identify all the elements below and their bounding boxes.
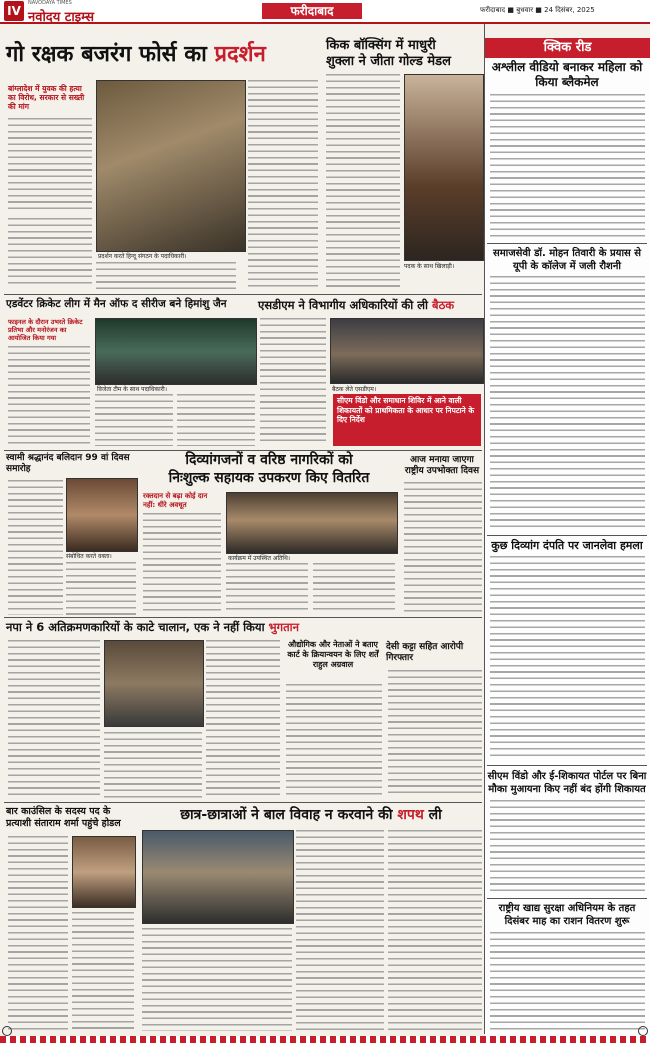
bar-headline: बार काउंसिल के सदस्य पद के प्रत्याशी संताराम शर्मा पहुंचे होडल — [6, 806, 121, 829]
sdm-headline — [258, 298, 482, 312]
divider — [4, 617, 482, 618]
challan-headline-part2: भुगतान — [268, 620, 300, 634]
lead-headline-part1: गो रक्षक बजरंग फोर्स का — [6, 42, 215, 67]
divider — [487, 898, 647, 899]
cricket-headline: एडवेंटर क्रिकेट लीग में मैन ऑफ द सीरीज बने हिमांशु जैन — [6, 298, 227, 310]
article-body — [313, 563, 395, 613]
leaders-headline: औद्योगिक और नेताओं ने बताए कार्ट के क्रियान्वयन के लिए शर्तें राहुल अग्रवाल — [287, 640, 379, 669]
cricket-bullet: फाइनल के दौरान उभरते क्रिकेट प्रतिभा और मनोरंजन का आयोजित किया गया — [8, 318, 83, 342]
quick-read-headline-1: अश्लील वीडियो बनाकर महिला को किया ब्लैकमेल — [491, 60, 643, 89]
challan-headline — [6, 620, 306, 634]
quick-read-headline-2: समाजसेवी डॉ. मोहन तिवारी के प्रयास से यूपी के कॉलेज में जली रौशनी — [492, 248, 642, 272]
article-body — [490, 556, 645, 761]
kickboxing-line2: शुक्ला ने जीता गोल्ड मेडल — [326, 54, 451, 69]
color-bar — [0, 1036, 650, 1043]
swami-headline: स्वामी श्रद्धानंद बलिदान 99 वां दिवस समारोह — [6, 453, 130, 474]
quick-read-title: क्विक रीड — [485, 38, 650, 58]
article-body — [8, 480, 63, 615]
lead-photo-caption: प्रदर्शन करते हिन्दू संगठन के पदाधिकारी। — [98, 253, 187, 260]
article-body — [8, 218, 92, 288]
swami-photo — [66, 478, 138, 552]
paper-name: नवोदय टाइम्स — [28, 10, 95, 25]
city-banner: फरीदाबाद — [262, 3, 362, 19]
article-body — [388, 830, 482, 1031]
page-number: IV — [4, 1, 24, 21]
article-body — [177, 394, 255, 446]
lead-headline — [6, 42, 336, 68]
article-body — [104, 732, 202, 798]
arrest-headline: देसी कट्टा सहित आरोपी गिरफ्तार — [386, 642, 464, 663]
kickboxing-line1: किक बॉक्सिंग में माधुरी — [326, 38, 436, 53]
article-body — [490, 932, 645, 1032]
sdm-headline-part1: एसडीएम ने विभागीय अधिकारियों की ली — [258, 298, 433, 312]
article-body — [490, 800, 645, 895]
article-body — [404, 482, 482, 613]
kickboxing-headline — [326, 38, 482, 70]
sdm-callout: सीएम विंडो और समाधान शिविर में आने वाली शिकायतों को प्राथमिकता के आधार पर निपटाने के दिए निर्देश — [333, 394, 481, 446]
quick-read-headline-4: सीएम विंडो और ई-शिकायत पोर्टल पर बिना मौका मुआयना किए नहीं बंद होंगी शिकायत — [487, 771, 647, 795]
article-body — [226, 563, 308, 613]
cricket-photo — [95, 318, 257, 385]
registration-mark-icon — [2, 1026, 12, 1036]
oath-headline-part1: छात्र-छात्राओं ने बाल विवाह न करवाने की — [180, 807, 398, 823]
article-body — [66, 562, 136, 615]
oath-headline — [140, 806, 482, 824]
bar-photo — [72, 836, 136, 908]
article-body — [490, 94, 645, 239]
article-body — [8, 346, 90, 446]
kickboxing-caption: पदक के साथ खिलाड़ी। — [404, 263, 455, 270]
dateline: फरीदाबाद ■ बुधवार ■ 24 दिसंबर, 2025 — [480, 6, 595, 14]
paper-subtitle: NAVODAYA TIMES — [28, 0, 72, 6]
divyang-bullet: रक्तदान से बढ़ा कोई दान नहीं: धीरे अवधूत — [143, 492, 208, 509]
sdm-photo — [330, 318, 484, 384]
sdm-caption: बैठक लेते एसडीएम। — [332, 386, 377, 393]
divyang-headline — [140, 451, 398, 487]
sdm-headline-part2: बैठक — [432, 298, 455, 312]
article-body — [388, 670, 482, 798]
divyang-line1: दिव्यांगजनों व वरिष्ठ नागरिकों को — [185, 452, 353, 468]
registration-mark-icon — [638, 1026, 648, 1036]
divyang-line2: निःशुल्क सहायक उपकरण किए वितरित — [168, 470, 370, 486]
today-headline: आज मनाया जाएगा राष्ट्रीय उपभोक्ता दिवस — [404, 455, 480, 476]
oath-photo-1 — [142, 830, 294, 924]
divyang-caption: कार्यक्रम में उपस्थित अतिथि। — [228, 555, 291, 562]
article-body — [490, 276, 645, 531]
column-rule — [484, 24, 485, 1034]
article-body — [142, 928, 292, 1031]
article-body — [286, 684, 382, 798]
challan-headline-part1: नपा ने 6 अतिक्रमणकारियों के काटे चालान, एक ने नहीं किया — [6, 620, 269, 634]
cricket-caption: विजेता टीम के साथ पदाधिकारी। — [97, 386, 167, 393]
article-body — [95, 394, 173, 446]
article-body — [8, 836, 68, 1031]
oath-headline-part2: शपथ — [397, 807, 424, 823]
divyang-photo — [226, 492, 398, 554]
article-body — [260, 318, 326, 446]
divider — [4, 294, 482, 295]
article-body — [326, 74, 400, 289]
quick-read-headline-5: राष्ट्रीय खाद्य सुरक्षा अधिनियम के तहत दिसंबर माह का राशन वितरण शुरू — [498, 903, 636, 927]
divider — [4, 802, 482, 803]
article-body — [96, 262, 236, 290]
swami-caption: संबोधित करते वक्ता। — [66, 553, 112, 560]
oath-headline-part3: ली — [423, 807, 442, 823]
article-body — [296, 830, 384, 1031]
divider — [487, 765, 647, 766]
lead-bullet: बांग्लादेश में युवक की हत्या का विरोध, सरकार से सख्ती की मांग — [8, 84, 85, 111]
article-body — [206, 640, 280, 798]
article-body — [8, 118, 92, 213]
challan-photo — [104, 640, 204, 727]
divider — [487, 243, 647, 244]
article-body — [248, 80, 318, 290]
article-body — [8, 640, 100, 798]
protest-photo — [96, 80, 246, 252]
kickboxing-photo — [404, 74, 484, 261]
quick-read-headline-3: कुछ दिव्यांग दंपति पर जानलेवा हमला — [491, 539, 643, 552]
article-body — [72, 912, 134, 1031]
divider — [487, 535, 647, 536]
article-body — [143, 513, 221, 613]
lead-headline-part2: प्रदर्शन — [214, 42, 266, 67]
